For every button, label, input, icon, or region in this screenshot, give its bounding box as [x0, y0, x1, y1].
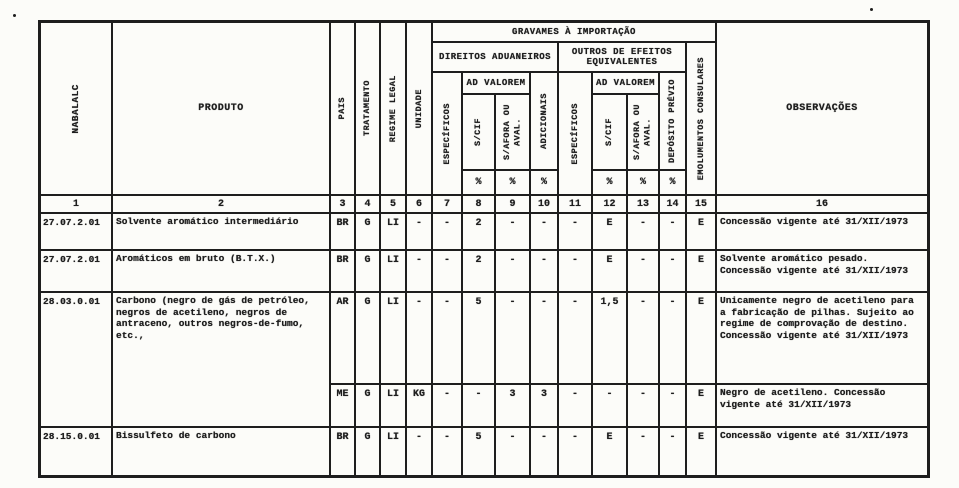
colnum-13: 13 — [627, 195, 659, 213]
percent-col14: % — [659, 170, 686, 195]
r2-cif-aduaneiro: 2 — [462, 250, 495, 292]
r1-nabalalc: 27.07.2.01 — [40, 213, 112, 250]
colnum-1: 1 — [40, 195, 112, 213]
header-especificos-outros-label: ESPECÍFICOS — [569, 102, 580, 165]
r3-esp-outros: - — [558, 292, 592, 384]
r5-unidade: - — [406, 427, 432, 476]
r3-unidade: - — [406, 292, 432, 384]
r3-esp-aduaneiro: - — [432, 292, 462, 384]
header-scif-outros — [592, 94, 627, 170]
r2-unidade: - — [406, 250, 432, 292]
r2-produto: Aromáticos em bruto (B.T.X.) — [112, 250, 330, 292]
r3-observacoes: Unicamente negro de acetileno para a fabricação de pilhas. Sujeito ao regime de comprovação de destino. Concessão vigente até 31/XII/1973 — [716, 292, 928, 384]
percent-col13: % — [627, 170, 659, 195]
r4-cif-aduaneiro: - — [462, 384, 495, 427]
colnum-9: 9 — [495, 195, 530, 213]
header-regime-legal — [380, 22, 406, 195]
r5-esp-outros: - — [558, 427, 592, 476]
percent-col12: % — [592, 170, 627, 195]
r3-afora-outros: - — [627, 292, 659, 384]
r4-unidade: KG — [406, 384, 432, 427]
r4-emolumentos: E — [686, 384, 716, 427]
r5-tratamento: G — [355, 427, 380, 476]
r5-nabalalc: 28.15.0.01 — [40, 427, 112, 476]
r5-adicionais: - — [530, 427, 558, 476]
header-deposito-previo-label: DEPÓSITO PRÉVIO — [667, 78, 678, 163]
r5-regime: LI — [380, 427, 406, 476]
header-safora-aduaneiros — [495, 94, 530, 170]
colnum-4: 4 — [355, 195, 380, 213]
header-nabalalc-label: NABALALC — [70, 83, 82, 134]
r4-tratamento: G — [355, 384, 380, 427]
r4-afora-aduaneiro: 3 — [495, 384, 530, 427]
r2-regime: LI — [380, 250, 406, 292]
header-produto: PRODUTO — [112, 22, 330, 195]
r4-observacoes: Negro de acetileno. Concessão vigente até 31/XII/1973 — [716, 384, 928, 427]
r3-regime: LI — [380, 292, 406, 384]
r1-regime: LI — [380, 213, 406, 250]
r2-esp-aduaneiro: - — [432, 250, 462, 292]
tariff-table — [38, 20, 930, 478]
colnum-16: 16 — [716, 195, 928, 213]
r1-unidade: - — [406, 213, 432, 250]
r2-deposito: - — [659, 250, 686, 292]
r2-esp-outros: - — [558, 250, 592, 292]
colnum-14: 14 — [659, 195, 686, 213]
header-safora-outros-label: S/AFORA OU AVAL. — [632, 104, 653, 161]
header-unidade — [406, 22, 432, 195]
r2-observacoes: Solvente aromático pesado. Concessão vigente até 31/XII/1973 — [716, 250, 928, 292]
r2-emolumentos: E — [686, 250, 716, 292]
r5-observacoes: Concessão vigente até 31/XII/1973 — [716, 427, 928, 476]
r1-adicionais: - — [530, 213, 558, 250]
header-pais-label: PAIS — [337, 97, 348, 120]
r2-nabalalc: 27.07.2.01 — [40, 250, 112, 292]
percent-col10: % — [530, 170, 558, 195]
r5-cif-aduaneiro: 5 — [462, 427, 495, 476]
r1-tratamento: G — [355, 213, 380, 250]
header-unidade-label: UNIDADE — [413, 88, 424, 129]
r5-produto: Bissulfeto de carbono — [112, 427, 330, 476]
colnum-7: 7 — [432, 195, 462, 213]
r2-afora-aduaneiro: - — [495, 250, 530, 292]
r1-observacoes: Concessão vigente até 31/XII/1973 — [716, 213, 928, 250]
colnum-3: 3 — [330, 195, 355, 213]
r5-cif-outros: E — [592, 427, 627, 476]
r1-pais: BR — [330, 213, 355, 250]
r1-cif-outros: E — [592, 213, 627, 250]
r3-cif-outros: 1,5 — [592, 292, 627, 384]
colnum-10: 10 — [530, 195, 558, 213]
r1-esp-aduaneiro: - — [432, 213, 462, 250]
r3-cif-aduaneiro: 5 — [462, 292, 495, 384]
scan-speckle — [870, 8, 873, 11]
r4-cif-outros: - — [592, 384, 627, 427]
colnum-5: 5 — [380, 195, 406, 213]
r3-tratamento: G — [355, 292, 380, 384]
header-emolumentos-consulares — [686, 42, 716, 195]
header-safora-aduaneiros-label: S/AFORA OU AVAL. — [501, 104, 523, 161]
r1-emolumentos: E — [686, 213, 716, 250]
r2-pais: BR — [330, 250, 355, 292]
r3-produto: Carbono (negro de gás de petróleo, negros de acetileno, negros de antraceno, outros negros-de-fumo, etc., — [112, 292, 330, 427]
r4-deposito: - — [659, 384, 686, 427]
r1-produto: Solvente aromático intermediário — [112, 213, 330, 250]
header-gravames-importacao: GRAVAMES À IMPORTAÇÃO — [432, 22, 716, 42]
r4-afora-outros: - — [627, 384, 659, 427]
header-ad-valorem-aduaneiros: AD VALOREM — [462, 72, 530, 94]
r5-emolumentos: E — [686, 427, 716, 476]
r2-cif-outros: E — [592, 250, 627, 292]
header-scif-aduaneiros-label: S/CIF — [473, 117, 484, 146]
r5-afora-aduaneiro: - — [495, 427, 530, 476]
r2-adicionais: - — [530, 250, 558, 292]
header-scif-aduaneiros — [462, 94, 495, 170]
r2-afora-outros: - — [627, 250, 659, 292]
header-scif-outros-label: S/CIF — [604, 117, 615, 146]
r3-nabalalc: 28.03.0.01 — [40, 292, 112, 427]
colnum-11: 11 — [558, 195, 592, 213]
header-especificos-outros — [558, 72, 592, 195]
r4-regime: LI — [380, 384, 406, 427]
r4-pais: ME — [330, 384, 355, 427]
header-outros-efeitos: OUTROS DE EFEITOS EQUIVALENTES — [558, 42, 686, 72]
header-tratamento — [355, 22, 380, 195]
colnum-15: 15 — [686, 195, 716, 213]
header-direitos-aduaneiros: DIREITOS ADUANEIROS — [432, 42, 558, 72]
r1-deposito: - — [659, 213, 686, 250]
header-ad-valorem-outros: AD VALOREM — [592, 72, 659, 94]
r3-deposito: - — [659, 292, 686, 384]
header-especificos-aduaneiros — [432, 72, 462, 195]
r5-pais: BR — [330, 427, 355, 476]
header-tratamento-label: TRATAMENTO — [362, 80, 373, 137]
header-regime-legal-label: REGIME LEGAL — [387, 74, 398, 143]
r1-afora-aduaneiro: - — [495, 213, 530, 250]
r4-esp-aduaneiro: - — [432, 384, 462, 427]
colnum-12: 12 — [592, 195, 627, 213]
header-especificos-aduaneiros-label: ESPECÍFICOS — [441, 102, 452, 165]
colnum-6: 6 — [406, 195, 432, 213]
r3-afora-aduaneiro: - — [495, 292, 530, 384]
scan-speckle — [13, 14, 16, 17]
r1-afora-outros: - — [627, 213, 659, 250]
header-adicionais-label: ADICIONAIS — [538, 92, 549, 149]
header-deposito-previo — [659, 72, 686, 170]
r2-tratamento: G — [355, 250, 380, 292]
r5-esp-aduaneiro: - — [432, 427, 462, 476]
r3-emolumentos: E — [686, 292, 716, 384]
header-observacoes: OBSERVAÇÕES — [716, 22, 928, 195]
r3-pais: AR — [330, 292, 355, 384]
r1-esp-outros: - — [558, 213, 592, 250]
colnum-2: 2 — [112, 195, 330, 213]
colnum-8: 8 — [462, 195, 495, 213]
r5-deposito: - — [659, 427, 686, 476]
r4-adicionais: 3 — [530, 384, 558, 427]
r5-afora-outros: - — [627, 427, 659, 476]
header-emolumentos-label: EMOLUMENTOS CONSULARES — [695, 56, 706, 181]
percent-col8: % — [462, 170, 495, 195]
r4-esp-outros: - — [558, 384, 592, 427]
header-nabalalc — [40, 22, 112, 195]
r1-cif-aduaneiro: 2 — [462, 213, 495, 250]
header-pais — [330, 22, 355, 195]
r3-adicionais: - — [530, 292, 558, 384]
header-adicionais — [530, 72, 558, 170]
header-safora-outros — [627, 94, 659, 170]
percent-col9: % — [495, 170, 530, 195]
